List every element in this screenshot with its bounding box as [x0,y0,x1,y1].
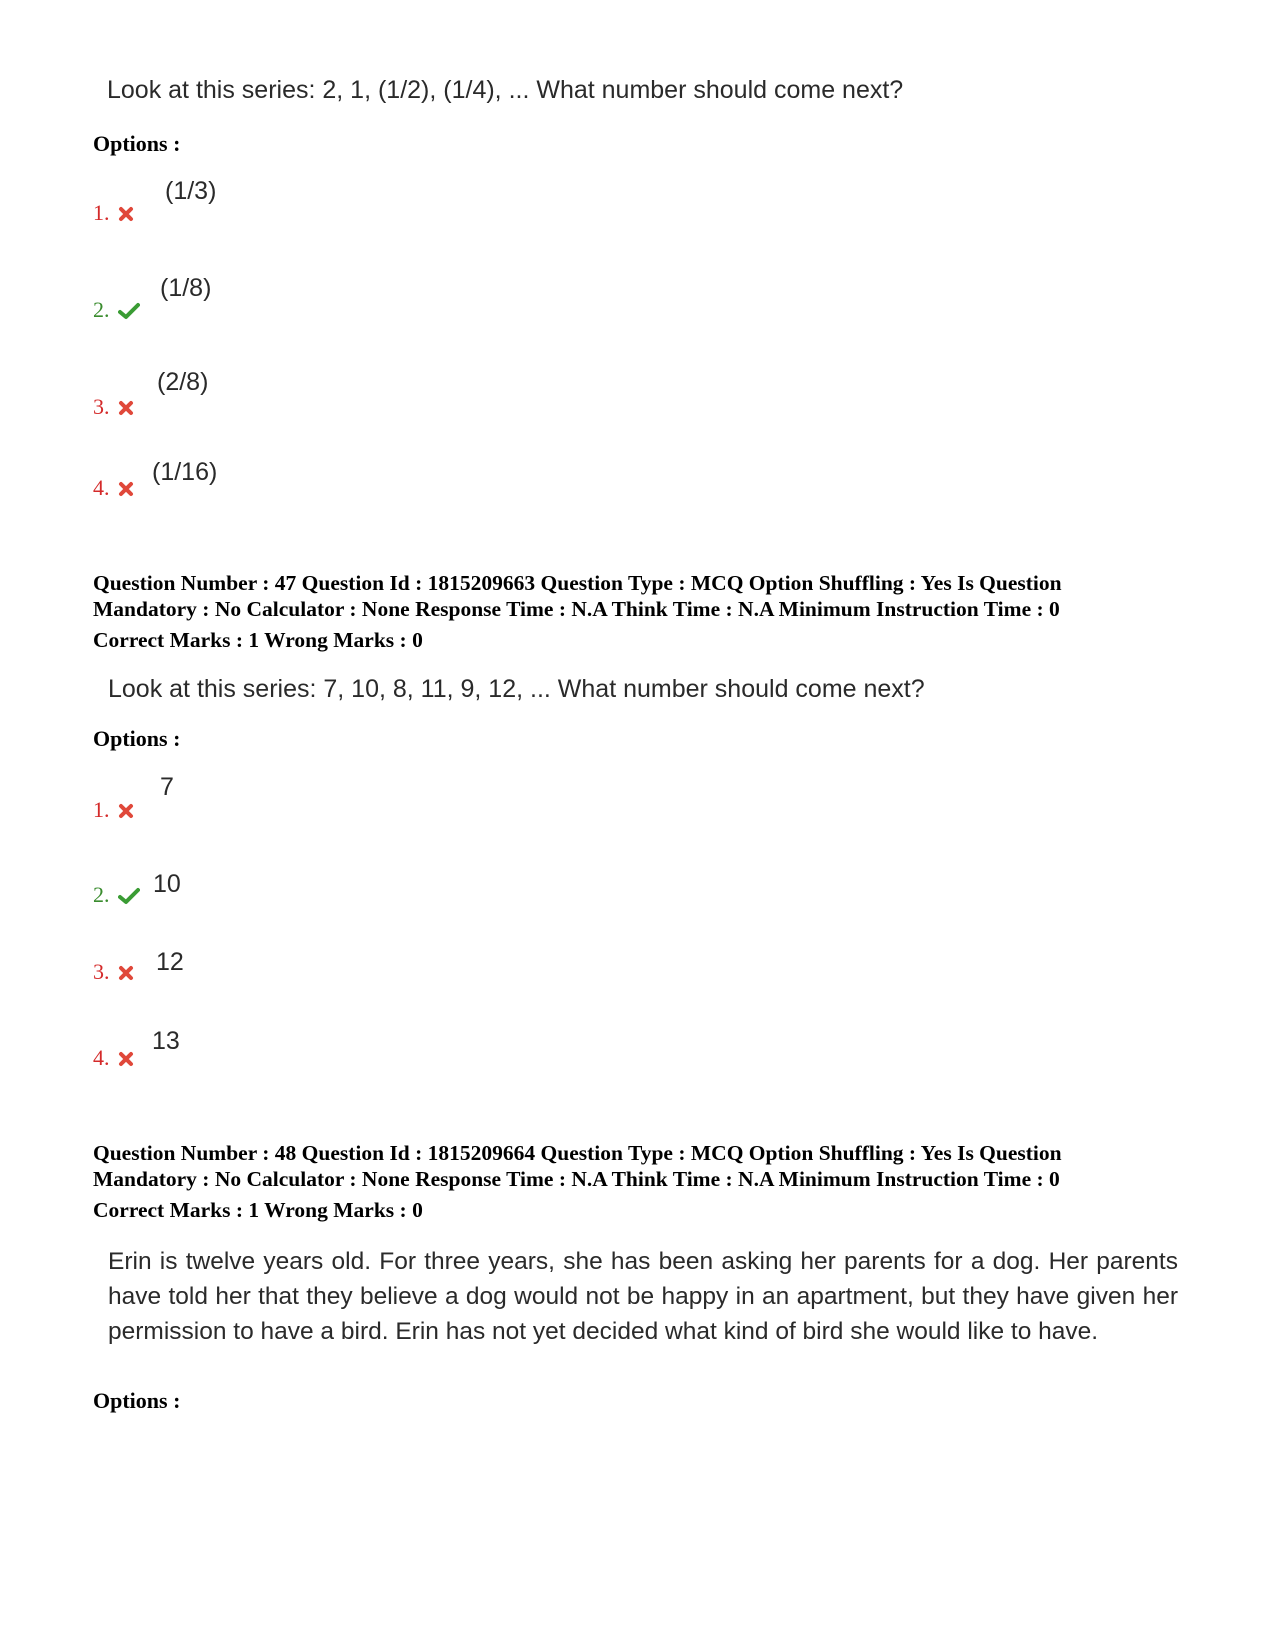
q48-marks: Correct Marks : 1 Wrong Marks : 0 [93,1198,423,1222]
q46-option-4 [93,475,134,502]
q47-option-1-text: 7 [160,773,174,801]
option-number: 4. [93,1045,110,1070]
q47-meta-line-2: Mandatory : No Calculator : None Response Time : N.A Think Time : N.A Minimum Instruction Time : 0 [93,597,1060,621]
q46-option-1 [93,200,134,227]
q47-option-2 [93,882,140,910]
cross-mark-icon [118,965,134,986]
q48-options-label: Options : [93,1388,181,1413]
q47-marks: Correct Marks : 1 Wrong Marks : 0 [93,628,423,652]
q46-option-4-text: (1/16) [152,458,218,486]
check-mark-icon [118,887,140,910]
q47-question-text: Look at this series: 7, 10, 8, 11, 9, 12, ... What number should come next? [108,675,925,703]
q48-metadata [93,1140,1213,1223]
option-number: 3. [93,394,110,419]
q47-options-label: Options : [93,726,181,751]
q47-meta-line-1: Question Number : 47 Question Id : 1815209663 Question Type : MCQ Option Shuffling : Yes Is Question [93,571,1062,595]
q48-passage: Erin is twelve years old. For three years, she has been asking her parents for a dog. Her parents have told her that they believe a dog would not be happy in an apartment, but they have given her permission to have a bird. Erin has not yet decided what kind of bird she would like to have. [108,1248,1178,1345]
q48-meta-line-2: Mandatory : No Calculator : None Response Time : N.A Think Time : N.A Minimum Instruction Time : 0 [93,1167,1060,1191]
option-number: 2. [93,882,110,907]
cross-mark-icon [118,1051,134,1072]
q46-option-3 [93,394,134,421]
q46-option-3-text: (2/8) [157,368,209,396]
q46-option-1-text: (1/3) [165,177,217,205]
option-number: 4. [93,475,110,500]
option-number: 1. [93,200,110,225]
q47-option-1 [93,797,134,824]
q47-option-3-text: 12 [156,948,184,976]
q46-question-text: Look at this series: 2, 1, (1/2), (1/4), ... What number should come next? [107,76,904,104]
q46-option-2 [93,297,140,325]
cross-mark-icon [118,400,134,421]
cross-mark-icon [118,481,134,502]
cross-mark-icon [118,803,134,824]
q46-options-label: Options : [93,131,181,156]
option-number: 2. [93,297,110,322]
option-number: 3. [93,959,110,984]
q47-option-4 [93,1045,134,1072]
option-number: 1. [93,797,110,822]
q48-meta-line-1: Question Number : 48 Question Id : 1815209664 Question Type : MCQ Option Shuffling : Yes Is Question [93,1141,1062,1165]
check-mark-icon [118,302,140,325]
q47-option-3 [93,959,134,986]
q46-option-2-text: (1/8) [160,274,212,302]
q47-option-2-text: 10 [153,870,181,898]
q47-option-4-text: 13 [152,1027,180,1055]
cross-mark-icon [118,206,134,227]
q47-metadata [93,570,1213,653]
